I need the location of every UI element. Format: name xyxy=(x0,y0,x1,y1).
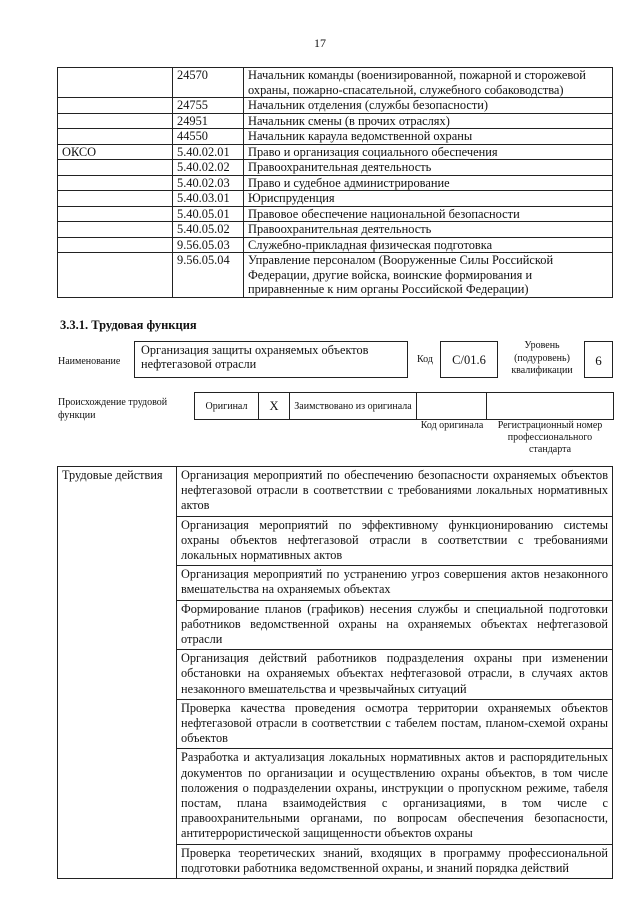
labor-actions-label: Трудовые действия xyxy=(58,467,177,879)
classifier-cell: ОКСО xyxy=(58,144,173,160)
origin-table xyxy=(194,392,614,420)
code-cell: 5.40.02.02 xyxy=(173,160,244,176)
original-mark: X xyxy=(259,393,290,420)
table-row xyxy=(58,206,613,222)
classifier-cell xyxy=(58,98,173,114)
registration-number-cell xyxy=(487,393,614,420)
code-cell: 9.56.05.04 xyxy=(173,253,244,298)
name-cell: Юриспруденция xyxy=(244,191,613,207)
name-cell: Начальник отделения (службы безопасности) xyxy=(244,98,613,114)
classifier-cell xyxy=(58,160,173,176)
level-label: Уровень (подуровень) квалификации xyxy=(511,340,573,376)
table-row xyxy=(58,222,613,238)
classifier-cell xyxy=(58,191,173,207)
origin-label: Происхождение трудовой функции xyxy=(58,397,168,421)
table-row xyxy=(58,253,613,298)
table-row xyxy=(58,129,613,145)
table-row xyxy=(58,191,613,207)
labor-action-item: Организация мероприятий по устранению угроз совершения актов незаконного вмешательства на охраняемых объектах xyxy=(177,566,613,600)
table-row xyxy=(58,98,613,114)
qualification-level-box: 6 xyxy=(584,341,613,378)
code-cell: 24951 xyxy=(173,113,244,129)
original-code-caption: Код оригинала xyxy=(420,420,484,431)
labor-action-item: Организация действий работников подразделения охраны при изменении обстановки на охраняемых объектах нефтегазовой отрасли, в случаях актов незаконного вмешательства и чрезвычайных ситуаций xyxy=(177,650,613,700)
code-cell: 44550 xyxy=(173,129,244,145)
table-row xyxy=(58,160,613,176)
classifier-cell xyxy=(58,237,173,253)
labor-action-item: Формирование планов (графиков) несения службы и специальной подготовки работников ведомственной охраны на охраняемых объектах нефтегазовой отрасли xyxy=(177,600,613,650)
code-label: Код xyxy=(417,354,433,365)
code-cell: 5.40.02.03 xyxy=(173,175,244,191)
name-cell: Начальник смены (в прочих отраслях) xyxy=(244,113,613,129)
borrowed-label: Заимствовано из оригинала xyxy=(290,393,417,420)
function-name-box: Организация защиты охраняемых объектов нефтегазовой отрасли xyxy=(134,341,408,378)
code-cell: 5.40.03.01 xyxy=(173,191,244,207)
table-row xyxy=(58,113,613,129)
name-cell: Право и судебное администрирование xyxy=(244,175,613,191)
function-code-box: С/01.6 xyxy=(440,341,498,378)
name-cell: Начальник караула ведомственной охраны xyxy=(244,129,613,145)
original-code-cell xyxy=(417,393,487,420)
registration-number-caption: Регистрационный номер профессионального стандарта xyxy=(497,420,603,455)
name-cell: Правовое обеспечение национальной безопасности xyxy=(244,206,613,222)
table-row xyxy=(58,467,613,517)
code-cell: 5.40.05.01 xyxy=(173,206,244,222)
original-label: Оригинал xyxy=(195,393,259,420)
table-row xyxy=(58,68,613,98)
code-cell: 5.40.02.01 xyxy=(173,144,244,160)
classifier-cell xyxy=(58,113,173,129)
name-cell: Начальник команды (военизированной, пожарной и сторожевой охраны, пожарно-спасательной, служебного собаководства) xyxy=(244,68,613,98)
table-row xyxy=(58,175,613,191)
labor-action-item: Проверка качества проведения осмотра территории охраняемых объектов нефтегазовой отрасли в соответствии с табелем постам, планом-схемой охраны объектов xyxy=(177,699,613,749)
classifier-table xyxy=(57,67,613,298)
section-title: 3.3.1. Трудовая функция xyxy=(60,318,197,332)
name-cell: Служебно-прикладная физическая подготовка xyxy=(244,237,613,253)
name-cell: Правоохранительная деятельность xyxy=(244,160,613,176)
table-row xyxy=(58,237,613,253)
labor-action-item: Разработка и актуализация локальных нормативных актов и распорядительных документов по организации и осуществлению охраны объектов, в том числе положения о подразделении охраны, инструкции о пропускном режиме, табеля постам, плана взаимодействия с организациями, в том числе с правоохранительными органами, по вопросам обеспечения безопасности, антитеррористической защищенности объектов охраны xyxy=(177,749,613,844)
classifier-cell xyxy=(58,222,173,238)
code-cell: 24755 xyxy=(173,98,244,114)
labor-action-item: Организация мероприятий по эффективному функционированию системы охраны объектов нефтегазовой отрасли в соответствии с требованиями локальных нормативных актов xyxy=(177,516,613,566)
table-row xyxy=(58,144,613,160)
code-cell: 24570 xyxy=(173,68,244,98)
code-cell: 5.40.05.02 xyxy=(173,222,244,238)
classifier-cell xyxy=(58,253,173,298)
name-cell: Правоохранительная деятельность xyxy=(244,222,613,238)
labor-actions-table xyxy=(57,466,613,879)
labor-action-item: Организация мероприятий по обеспечению безопасности охраняемых объектов нефтегазовой отрасли в соответствии с требованиями локальных нормативных актов xyxy=(177,467,613,517)
classifier-cell xyxy=(58,129,173,145)
classifier-cell xyxy=(58,206,173,222)
classifier-cell xyxy=(58,68,173,98)
labor-action-item: Проверка теоретических знаний, входящих в программу профессиональной подготовки работника ведомственной охраны, и знаний порядка действий xyxy=(177,844,613,878)
name-label: Наименование xyxy=(58,356,121,367)
name-cell: Право и организация социального обеспечения xyxy=(244,144,613,160)
name-cell: Управление персоналом (Вооруженные Силы Российской Федерации, другие войска, воинские формирования и приравненные к ним органы Российской Федерации) xyxy=(244,253,613,298)
page-number: 17 xyxy=(314,36,326,50)
code-cell: 9.56.05.03 xyxy=(173,237,244,253)
classifier-cell xyxy=(58,175,173,191)
